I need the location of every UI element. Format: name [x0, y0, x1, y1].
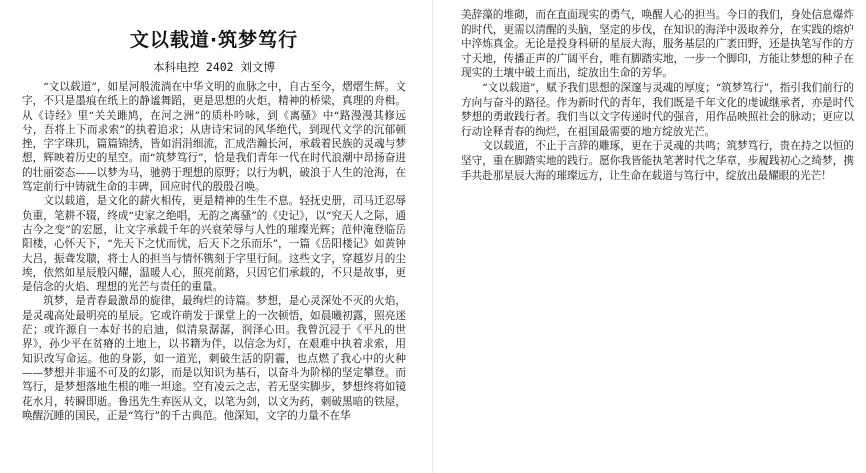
paragraph-culture: 文以载道，是文化的薪火相传，更是精神的生生不息。轻抚史册，司马迁忍辱负重，笔耕不辍，终成“史家之绝唱，无韵之离骚”的《史记》，以“究天人之际，通古今之变”的宏愿，让文字承载千年的兴衰荣辱与人性的璀璨光辉；范仲淹登临岳阳楼，心怀天下，“先天下之忧而忧，后天下之乐而乐”，一篇《岳阳楼记》如黄钟大吕，振聋发聩，将士人的担当与情怀镌刻于字里行间。这些文字，穿越岁月的尘埃，依然如星辰般闪耀，温暖人心，照亮前路，只因它们承载的，不只是故事，更是信念的火焰、理想的光芒与责任的重量。 — [22, 195, 406, 294]
paragraph-dream: 筑梦，是青春最激昂的旋律，最绚烂的诗篇。梦想，是心灵深处不灭的火焰，是灵魂高处最明亮的星辰。它或许萌发于课堂上的一次顿悟，如晨曦初露，照亮迷茫；或许源自一本好书的启迪，似清泉潺潺，润泽心田。我曾沉浸于《平凡的世界》，孙少平在贫瘠的土地上，以书籍为伴，以信念为灯，在艰难中执着求索，用知识改写命运。他的身影，如一道光，刺破生活的阴霾，也点燃了我心中的火种——梦想并非遥不可及的幻影，而是以知识为基石，以奋斗为阶梯的坚定攀登。而笃行，是梦想落地生根的唯一坦途。空有凌云之志，若无坚实脚步，梦想终将如镜花水月，转瞬即逝。鲁迅先生弃医从文，以笔为剑，以文为药，刺破黑暗的铁屋，唤醒沉睡的国民，正是“笃行”的千古典范。他深知，文字的力量不在华 — [22, 295, 406, 422]
paragraph-youth: “文以载道”，赋予我们思想的深邃与灵魂的厚度；“筑梦笃行”，指引我们前行的方向与奋斗的路径。作为新时代的青年，我们既是千年文化的虔诚继承者，亦是时代梦想的勇敢践行者。我们当以文字传递时代的强音，用作品映照社会的脉动；更应以行动诠释青春的绚烂，在祖国最需要的地方绽放光芒。 — [461, 81, 854, 138]
paragraph-dream-continued: 美辞藻的堆砌，而在直面现实的勇气，唤醒人心的担当。今日的我们，身处信息爆炸的时代，更需以清醒的头脑，坚定的步伐，在知识的海洋中汲取养分，在实践的熔炉中淬炼真金。无论是投身科研的星辰大海，服务基层的广袤田野，还是执笔写作的方寸天地，传播正声的广阔平台，唯有脚踏实地，一步一个脚印，方能让梦想的种子在现实的土壤中破土而出，绽放出生命的芳华。 — [461, 9, 854, 80]
paragraph-conclusion: 文以载道，不止于言辞的雕琢，更在于灵魂的共鸣；筑梦笃行，贵在持之以恒的坚守，重在脚踏实地的践行。愿你我皆能执笔著时代之华章，步履践初心之绮梦，携手共赴那星辰大海的璀璨远方，让生命在载道与笃行中，绽放出最耀眼的光芒！ — [461, 140, 854, 182]
paragraph-intro: “文以载道”，如星河般流淌在中华文明的血脉之中，自古至今，熠熠生辉。文字，不只是墨痕在纸上的静谧舞蹈，更是思想的火炬，精神的桥梁，真理的舟楫。从《诗经》里“关关雎鸠，在河之洲”的质朴吟咏，到《离骚》中“路漫漫其修远兮，吾将上下而求索”的执着追求；从唐诗宋词的风华绝代，到现代文学的沉郁顿挫，字字珠玑，篇篇锦绣，皆如涓涓细流，汇成浩瀚长河，承载着民族的灵魂与梦想，辉映着历史的星空。而“筑梦笃行”，恰是我们青年一代在时代浪潮中昂扬奋进的壮丽姿态——以梦为马，驰骋于理想的原野；以行为帆，破浪于人生的沧海，在笃定前行中铸就生命的丰碑，回应时代的殷殷召唤。 — [22, 81, 406, 194]
document-title: 文以载道·筑梦笃行 — [129, 29, 299, 51]
author-line: 本科电控 2402 刘文博 — [152, 60, 276, 74]
left-column — [0, 0, 432, 423]
right-column — [433, 0, 866, 183]
